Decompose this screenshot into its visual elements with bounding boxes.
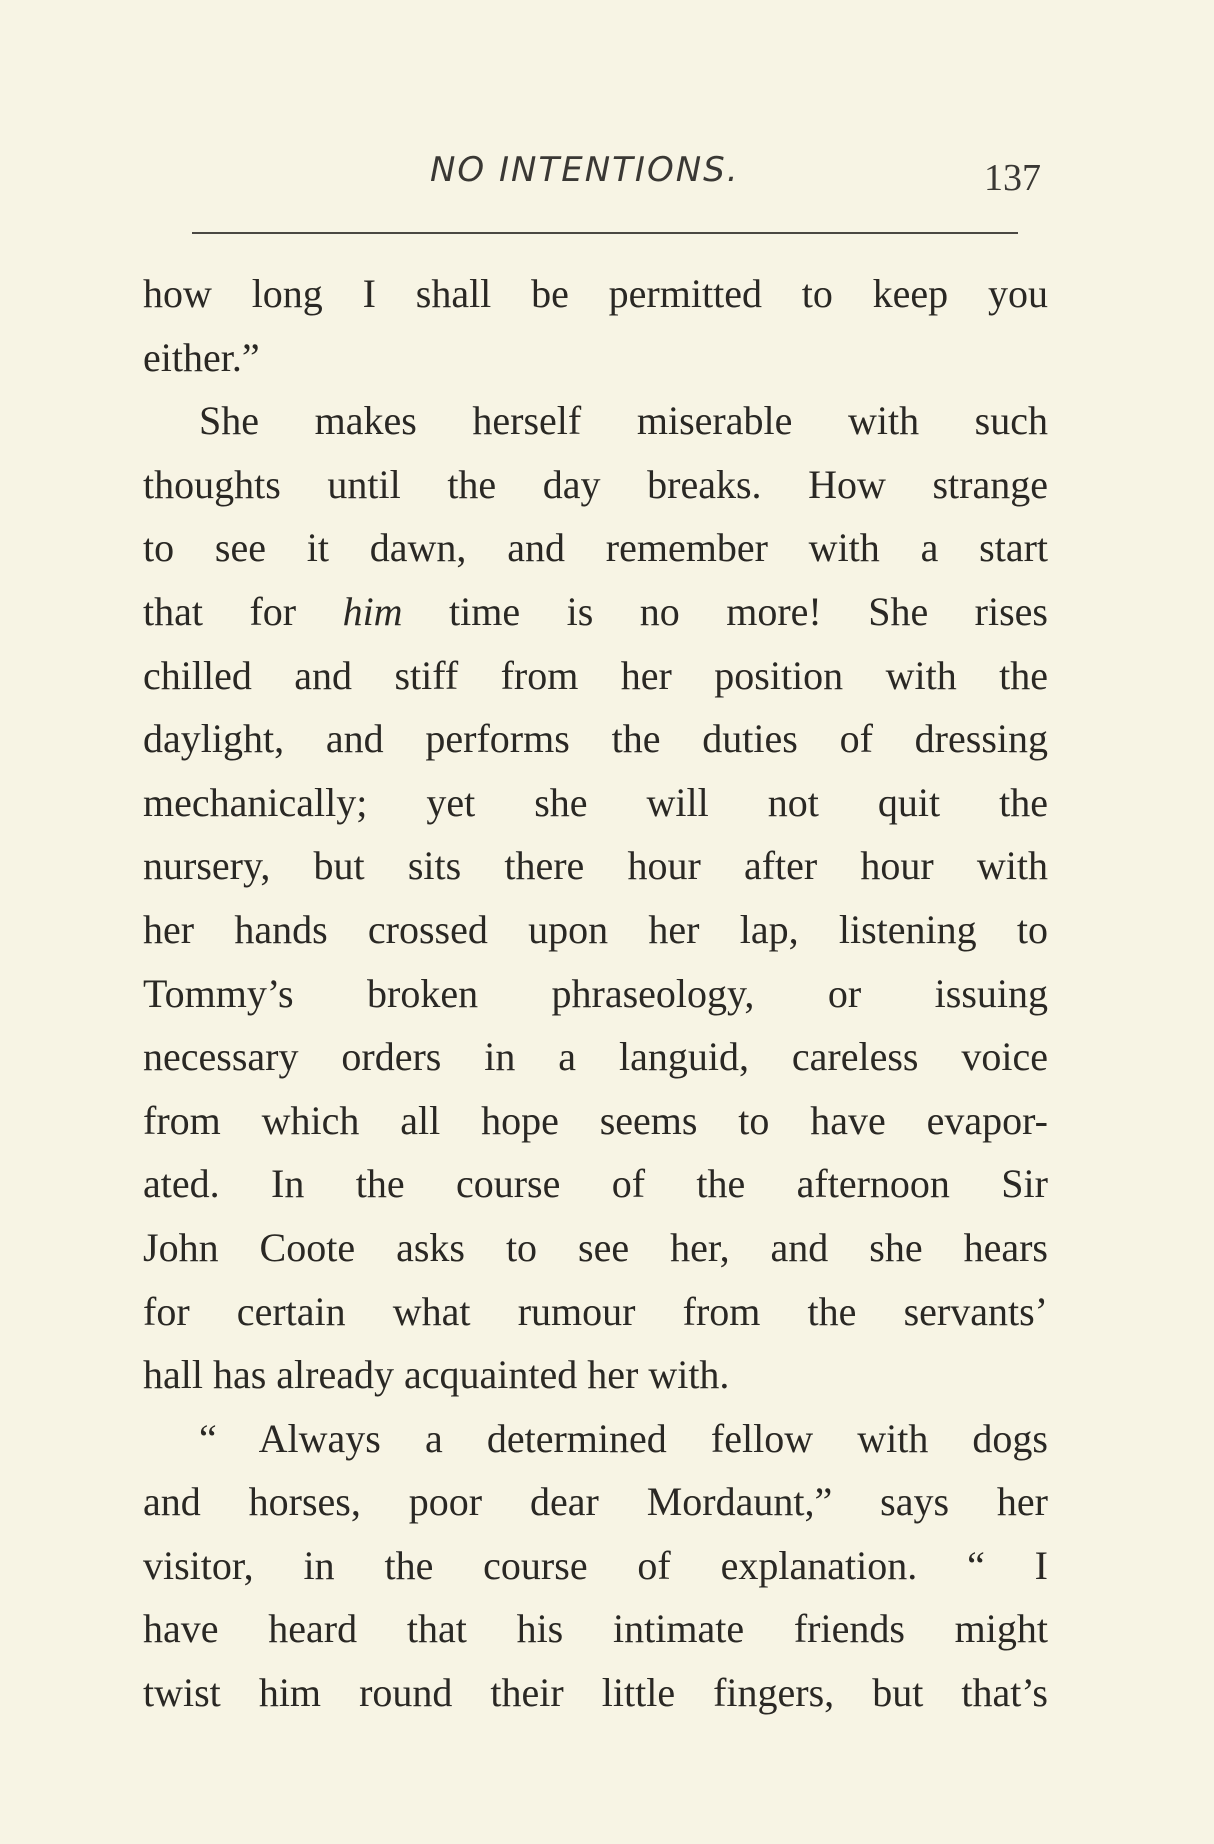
text-line: ated. In the course of the afternoon Sir [143, 1161, 1048, 1207]
text-line: to see it dawn, and remember with a start [143, 525, 1048, 571]
text-line: and horses, poor dear Mordaunt,” says her [143, 1479, 1048, 1525]
text-line: have heard that his intimate friends might [143, 1606, 1048, 1652]
text-line: twist him round their little fingers, but that’s [143, 1670, 1048, 1716]
text-line: hall has already acquainted her with. [143, 1352, 730, 1398]
text-line: nursery, but sits there hour after hour with [143, 843, 1048, 889]
running-title: NO INTENTIONS. [430, 150, 740, 190]
emphasis-him: him [342, 588, 403, 634]
text-line: “ Always a determined fellow with dogs [199, 1415, 1048, 1461]
text-line: She makes herself miserable with such [199, 398, 1048, 444]
text-line: how long I shall be permitted to keep you [143, 271, 1048, 316]
text-line: mechanically; yet she will not quit the [143, 779, 1048, 825]
text-line [143, 580, 1048, 644]
running-head [0, 150, 1214, 200]
text-line: from which all hope seems to have evapor- [143, 1097, 1048, 1143]
text-line: visitor, in the course of explanation. “ I [143, 1542, 1048, 1588]
body-text [143, 262, 1048, 1725]
text-line: necessary orders in a languid, careless voice [143, 1034, 1048, 1080]
header-rule [192, 232, 1018, 234]
text-line: her hands crossed upon her lap, listening to [143, 906, 1048, 952]
text-line: chilled and stiff from her position with the [143, 652, 1048, 698]
text-line: Tommy’s broken phraseology, or issuing [143, 970, 1048, 1016]
page-number: 137 [984, 157, 1041, 199]
text-line: daylight, and performs the duties of dressing [143, 716, 1048, 762]
text-line: thoughts until the day breaks. How strange [143, 461, 1048, 507]
text-segment: that for [143, 588, 343, 634]
text-line: John Coote asks to see her, and she hears [143, 1224, 1048, 1270]
text-line: for certain what rumour from the servants’ [143, 1288, 1048, 1334]
text-line: either.” [143, 334, 260, 380]
text-segment: time is no more! She rises [402, 588, 1048, 634]
